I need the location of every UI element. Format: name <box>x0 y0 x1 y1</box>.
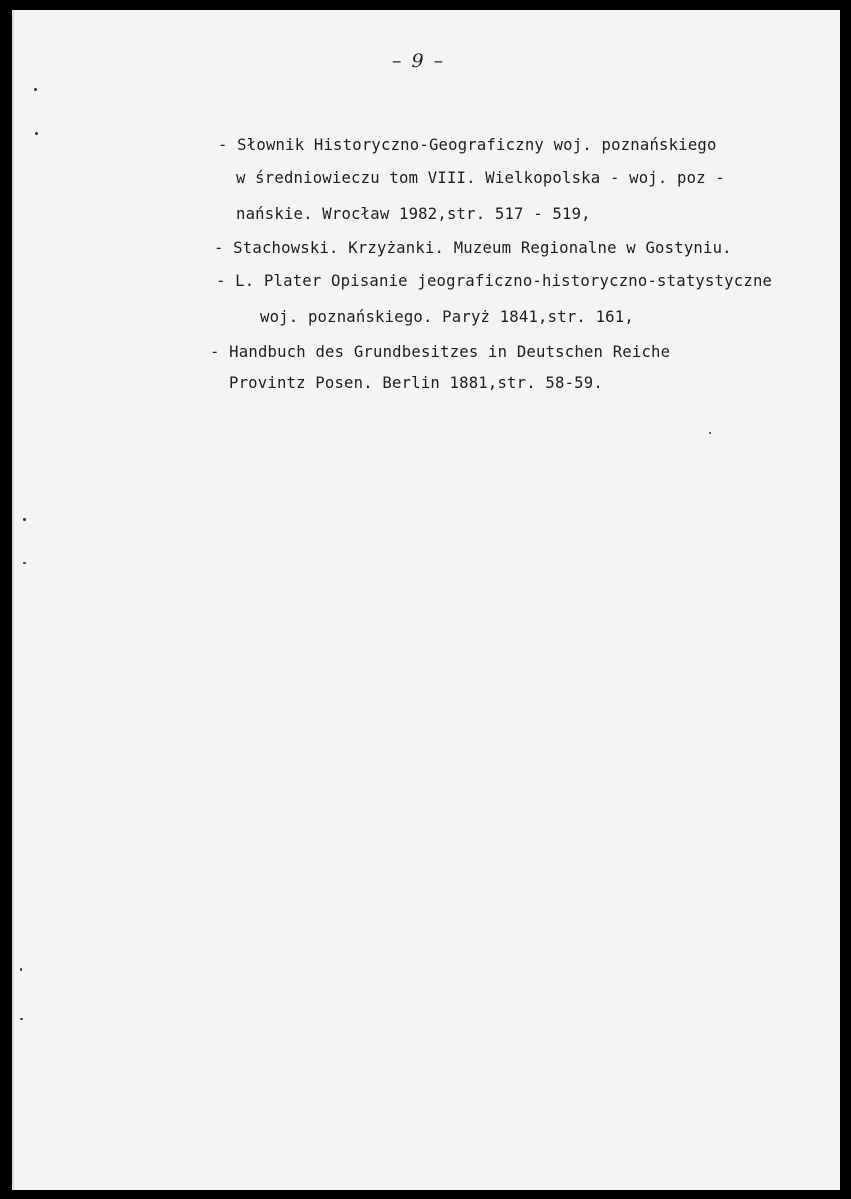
scan-speck <box>34 88 37 91</box>
scan-speck <box>20 1018 23 1020</box>
bibliography-entry-1-line-1: - Słownik Historyczno-Geograficzny woj. poznańskiego <box>218 136 717 154</box>
bibliography-entry-3-line-1: - L. Plater Opisanie jeograficzno-historyczno-statystyczne <box>216 272 773 290</box>
page-number: – 9 – <box>392 50 446 72</box>
bibliography-entry-1-line-2: w średniowieczu tom VIII. Wielkopolska - woj. poz - <box>236 169 725 187</box>
bibliography-entry-1-line-3: nańskie. Wrocław 1982,str. 517 - 519, <box>236 205 591 223</box>
scan-speck <box>23 518 26 521</box>
scan-speck <box>709 432 711 434</box>
bibliography-entry-2-line-1: - Stachowski. Krzyżanki. Muzeum Regionalne w Gostyniu. <box>214 239 732 257</box>
document-page <box>12 10 840 1190</box>
scan-speck <box>35 132 38 135</box>
scan-speck <box>23 562 26 564</box>
bibliography-entry-4-line-2: Provintz Posen. Berlin 1881,str. 58-59. <box>229 374 603 392</box>
bibliography-entry-3-line-2: woj. poznańskiego. Paryż 1841,str. 161, <box>260 308 634 326</box>
scan-speck <box>20 968 22 971</box>
bibliography-entry-4-line-1: - Handbuch des Grundbesitzes in Deutschen Reiche <box>210 343 671 361</box>
